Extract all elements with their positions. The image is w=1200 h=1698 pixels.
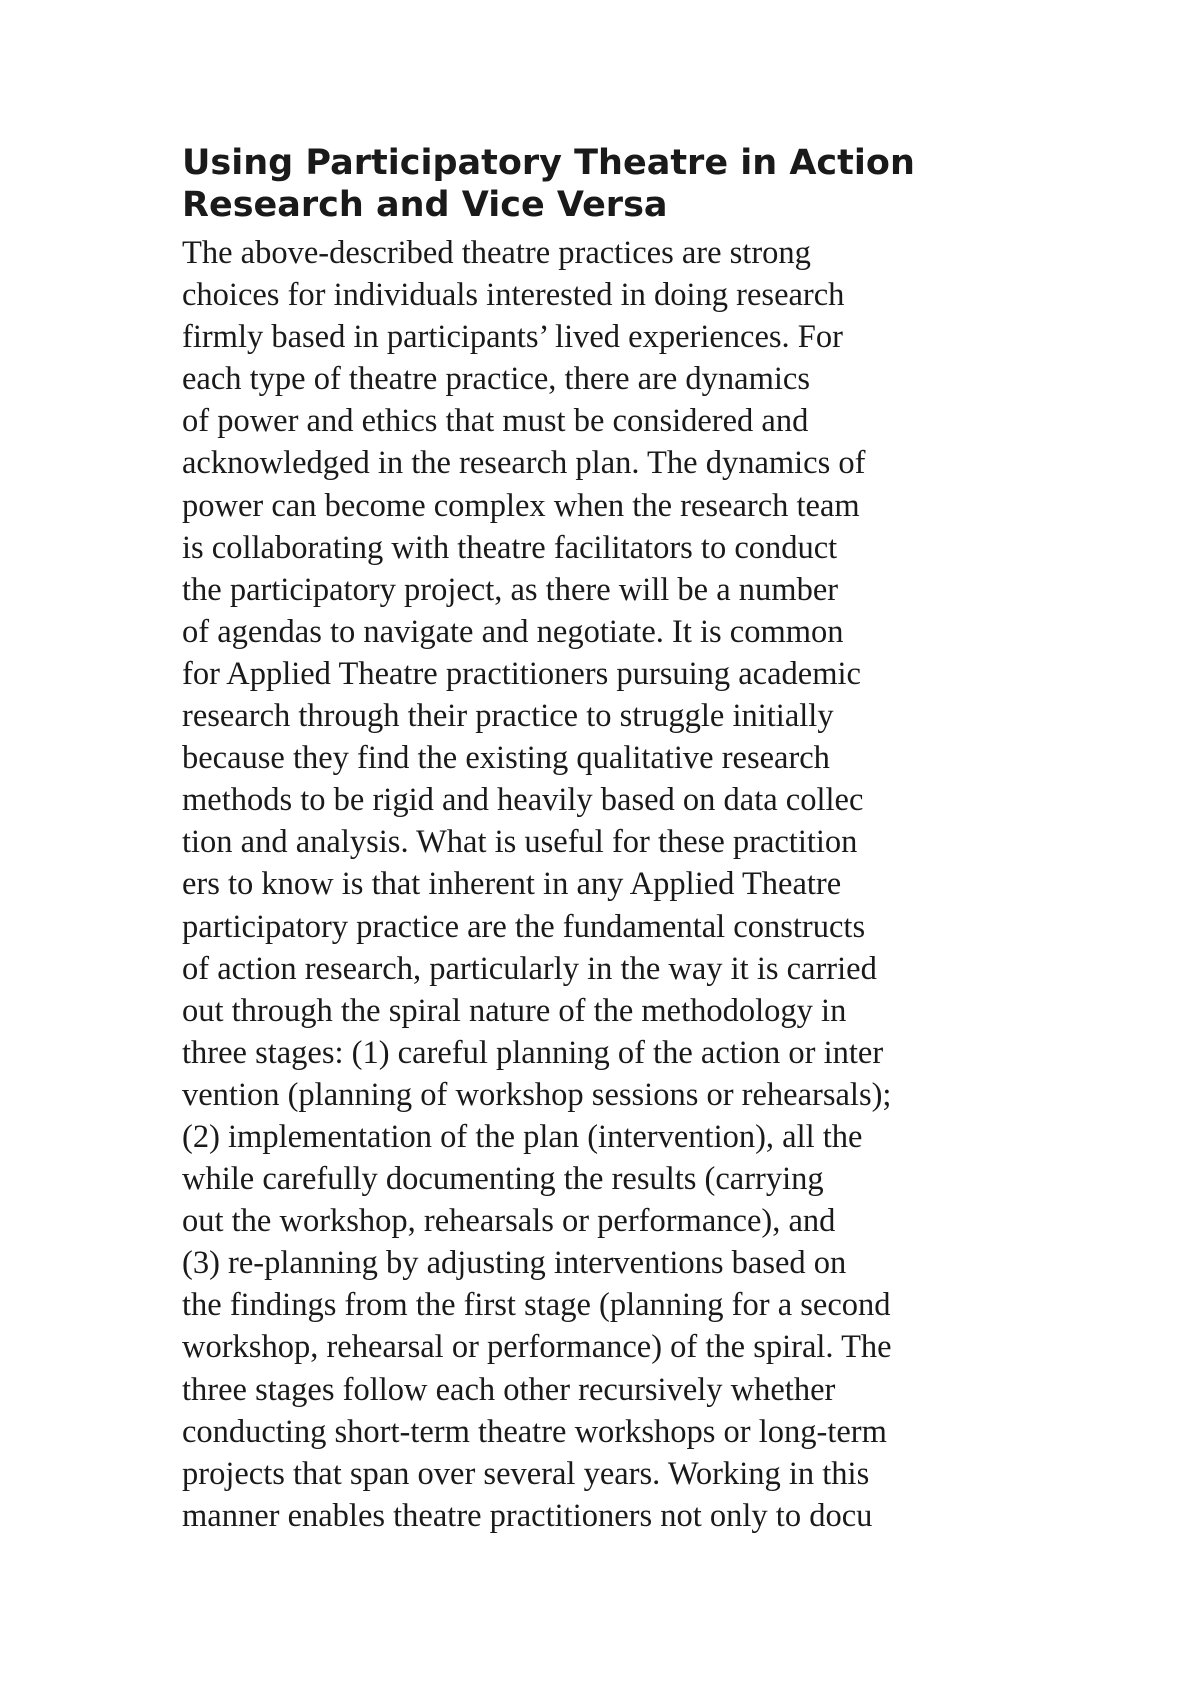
paragraph-line: acknowledged in the research plan. The dynamics of <box>182 445 866 482</box>
paragraph-line: of power and ethics that must be considered and <box>182 403 809 440</box>
paragraph-line: out through the spiral nature of the methodology in <box>182 992 847 1029</box>
paragraph-line: firmly based in participants’ lived experiences. For <box>182 319 843 356</box>
paragraph-line: methods to be rigid and heavily based on data collec <box>182 782 864 819</box>
paragraph-line: out the workshop, rehearsals or performance), and <box>182 1203 836 1240</box>
body-paragraph <box>182 232 892 1537</box>
paragraph-line: participatory practice are the fundamental constructs <box>182 908 866 945</box>
paragraph-line: projects that span over several years. Working in this <box>182 1455 870 1492</box>
paragraph-line: (2) implementation of the plan (intervention), all the <box>182 1118 863 1155</box>
paragraph-line: research through their practice to struggle initially <box>182 698 834 735</box>
paragraph-line: of agendas to navigate and negotiate. It is common <box>182 613 844 650</box>
paragraph-line: is collaborating with theatre facilitators to conduct <box>182 529 838 566</box>
paragraph-line: three stages follow each other recursively whether <box>182 1371 836 1408</box>
heading-line: Using Participatory Theatre in Action <box>182 143 915 183</box>
paragraph-line: the participatory project, as there will be a number <box>182 571 839 608</box>
paragraph-line: power can become complex when the research team <box>182 487 860 524</box>
paragraph-line: (3) re-planning by adjusting interventions based on <box>182 1245 847 1282</box>
paragraph-line: choices for individuals interested in doing research <box>182 277 845 314</box>
paragraph-line: ers to know is that inherent in any Applied Theatre <box>182 866 842 903</box>
paragraph-line: each type of theatre practice, there are dynamics <box>182 361 810 398</box>
heading-line: Research and Vice Versa <box>182 185 668 225</box>
paragraph-line: vention (planning of workshop sessions or rehearsals); <box>182 1076 892 1113</box>
paragraph-line: manner enables theatre practitioners not only to docu <box>182 1497 873 1534</box>
paragraph-line: three stages: (1) careful planning of the action or inter <box>182 1034 884 1071</box>
paragraph-line: of action research, particularly in the way it is carried <box>182 950 877 987</box>
paragraph-line: because they find the existing qualitative research <box>182 740 830 777</box>
paragraph-line: for Applied Theatre practitioners pursuing academic <box>182 655 861 692</box>
paragraph-line: conducting short-term theatre workshops or long-term <box>182 1413 887 1450</box>
paragraph-line: workshop, rehearsal or performance) of the spiral. The <box>182 1329 892 1366</box>
paragraph-line: while carefully documenting the results (carrying <box>182 1161 824 1198</box>
paragraph-line: the findings from the first stage (planning for a second <box>182 1287 891 1324</box>
paragraph-line: tion and analysis. What is useful for these practition <box>182 824 858 861</box>
section-heading <box>182 142 915 226</box>
paragraph-line: The above-described theatre practices are strong <box>182 235 811 271</box>
